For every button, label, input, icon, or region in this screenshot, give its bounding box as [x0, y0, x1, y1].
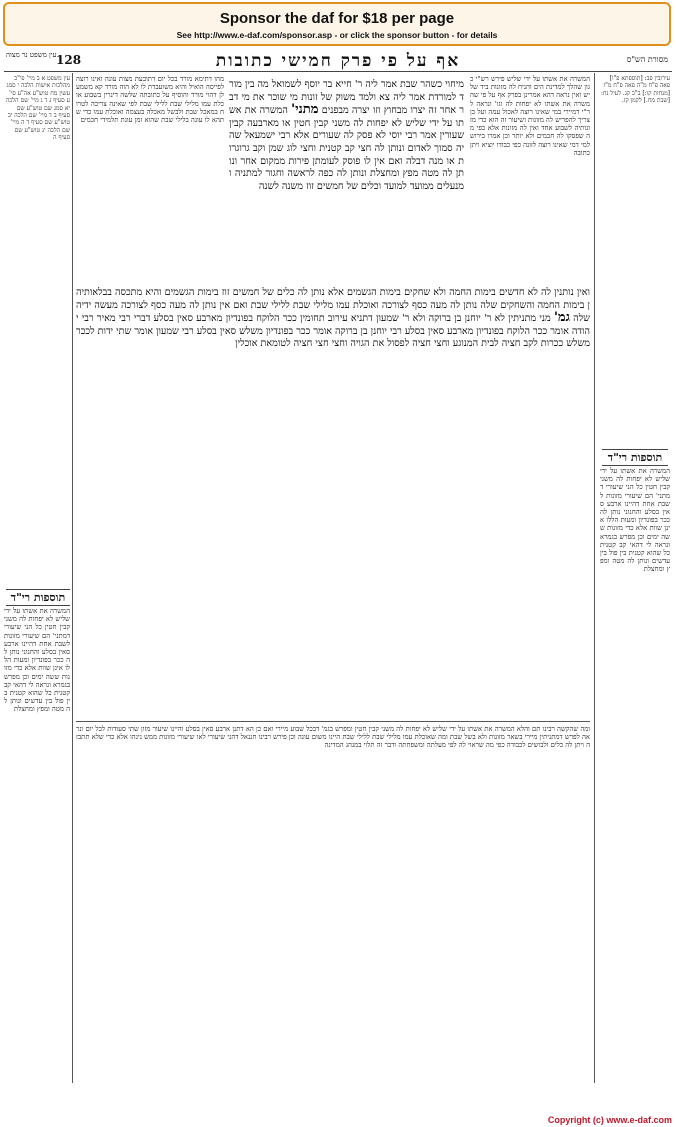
bottom-commentary-text: ומה שהקשה רבינו תם והלא המשרה את אשתו על ידי שליש לא יפחות לה משני קבין חטין ומפרש בגמ' דבכל שבוע מיירי ואם כן הא דתנן ארבע סאין בסלע והיינו שיעור מזון שתי סעודות לכל יום ונראה לפרש דמתניתין מיירי בשאר מזונות ולא בשל שבת ומה שאוכלת עמו מלילי שבת ללילי שבת היינו משום עונה וכן פירש רבינו חננאל דהני שיעורי לאו שיעורי מזונות ממש נינהו אלא כדי שלא תתבזה ויתן לה כלים ולבושים לכבודה כפי מה שראוי לה לפי מעלתה ומשפחתה ודבר זה תלוי במנהג המדינה: [76, 725, 590, 750]
ein-mishpat-heading: עין משפט נר מצוה: [6, 51, 57, 59]
page-title: אף על פי פרק חמישי כתובות: [215, 51, 461, 71]
rashi-column: [76, 75, 224, 290]
main-text-top: [229, 79, 464, 279]
tosafot-harid-column-left: [600, 467, 670, 1077]
page-header: [4, 49, 672, 72]
main-text-block3: ואין נותנין לה לא חדשים בימות החמה ולא שחקים בימות הגשמים אלא נותן לה כלים של חמשים זוז בימות הגשמים והיא מתכסה בבלאותיהן בימות החמה והשחקים שלה נותן לה מעה כסף לצורכה ואוכלת עמו מלילי שבת ללילי שבת ואם אין נותן לה מעה כסף לצורכה מעשה ידיה שלה: [76, 287, 590, 325]
ein-mishpat-column: [4, 75, 70, 585]
tosafot-harid-text-left: המשרה את אשתו על ידי שליש לא יפחות לה משני קבין חטין כל הני שיעורי דמתני' הם שיעורי מזונות לשבת אחת דהיינו ארבע סאין בסלע והחנוני נותן לה ככר בפונדיון ומעות הללו אינן שוות אלא כדי מזונות ששה ימים וכן מפרש בגמרא ונראה לי דהאי קב קטנית כל שהוא קטנית בין פול בין עדשים ונותן לה מטה ומפץ ומחצלת: [600, 467, 670, 574]
main-text-block1: מיחוי כשהר שבת אמר ליה ר' חייא בר יוסף לשמואל מה בין מורד למורדת אמר ליה צא ולמד משוק של זונות מי שוכר את מי דבר אחר זה יצרו מבחוץ וזו יצרה מבפנים: [229, 79, 464, 117]
rashi-text: מהו דתימא מורד בכל יום דתובעת מצות עונה ואינו רוצה לפייסה הואיל והיא משועבדת לו לא הוה מורד קא משמע לן דהוי מורד והוסיף על כתובתה שלשה דינרין בשבוע אוכלת עמו מלילי שבת ללילי שבת לפי שאינה צריכה לטרוח במאכל שבת ולבשל מאכלה בעצמה ואוכלת עמו כדי שתהא לו עונה בלילי שבת שהוא זמן עונת תלמידי חכמים: [76, 75, 224, 125]
talmud-page: [4, 49, 672, 1109]
mesoret-text: עירובין פב: [תוספתא פ"ו] פאה פ"ח מ"ה פאה פ"ח מ"ז [מנחות קו:] ב"ב קג. לעיל נח: [שבת מח.] לקמן קז.: [601, 75, 670, 105]
copyright-link[interactable]: Copyright (c) www.e-daf.com: [547, 1115, 672, 1125]
sponsor-banner[interactable]: [3, 2, 671, 46]
mishnah-label: מתני': [291, 102, 319, 118]
column-divider: [72, 73, 73, 1083]
page-number: 128: [56, 53, 82, 67]
sponsor-subtitle[interactable]: See http://www.e-daf.com/sponsor.asp - or click the sponsor button - for details: [176, 30, 498, 40]
section-divider: [76, 721, 590, 722]
column-divider: [594, 73, 595, 1083]
masechet-label: מסורת הש"ס: [626, 55, 668, 64]
tosafot-harid-text: המשרה את אשתו על ידי שליש לא יפחות לה משני קבין חטין כל הני שיעורי דמתני' הם שיעורי מזונות לשבת אחת דהיינו ארבע סאין בסלע והחנוני נותן לה ככר בפונדיון ומעות הללו אינן שוות אלא כדי מזונות ששה ימים וכן מפרש בגמרא ונראה לי דהאי קב קטנית כל שהוא קטנית בין פול בין עדשים ונותן לה מטה ומפץ ומחצלת: [4, 607, 70, 714]
tosafot-harid-column-right: [4, 607, 70, 1077]
tosafot-harid-heading-right: תוספות רי"ד: [6, 589, 70, 606]
tosafot-text: המשרה את אשתו על ידי שליש פירש רש"י כגון שהלך למדינת הים והניח לה מזונות ביד שליש ואין נראה דהא אמרינן בפרק אף על פי שהמשרה את אשתו לא יפחות לה וגו' ונראה לר"י דמיירי במי שאינו רוצה לאכול עמה ועל כן צריך להפריש לה מזונות ושיעור זה הוא כדי מזונותיה לשבוע אחד ואין לה מזונות אלא כפי מה שפסקו לה חכמים ולא יותר וכן אמרו בירושלמי דמי שאינו רוצה לזונה כפי כבודו יוציא ויתן כתובה: [470, 75, 590, 157]
tosafot-harid-heading-left: תוספות רי"ד: [602, 449, 668, 466]
main-text-block2: המשרה את אשתו על ידי שליש לא יפחות לה משני קבין חטין או מארבעה קבין שעורין אמר רבי יוסי לא פסק לה שעורים אלא רבי ישמעאל שהיה סמוך לאדום ונותן לה חצי קב קטנית וחצי לוג שמן וקב גרוגרות או מנה דבלה ואם אין לו פוסק לעומתן פירות ממקום אחר ונותן לה מטה מפץ ומחצלת ונותן לה כפה לראשה וחגור למתניה ומנעלים ממועד למועד וכלים של חמשים זוז משנה לשנה: [229, 105, 464, 192]
main-text-block4: מני מתניתין לא ר' יוחנן בן ברוקה ולא ר' שמעון דתניא עירוב תחומין ככר הלוקח בפונדיון מארבע סאין בסלע דברי רבי מאיר רבי יהודה אומר ככר הלוקח בפונדיון מארבע סאין בסלע רבי יוחנן בן ברוקה אומר ככר בפונדיון משלש סאין בסלע רבי שמעון אומר שתי ידות לככר משלש ככרות לקב חציה לבית המנוגע וחצי חציה לפסול את הגויה וחצי חצי חציה לטומאת אוכלין: [76, 313, 590, 350]
gemara-label: גמ': [553, 310, 570, 326]
main-text-wide: [76, 287, 590, 717]
sponsor-title[interactable]: Sponsor the daf for $18 per page: [219, 10, 455, 27]
tosafot-column: [470, 75, 590, 290]
ein-mishpat-text: עין משפט א ב מיי' פי"ב מהלכות אישות הלכה י סמג עשין מח טוש"ע אה"ע סי' ע סעיף ג ד ג מיי' שם הלכה יא סמג שם טוש"ע שם סעיף ב ד מיי' שם הלכה יב טוש"ע שם סעיף ד ה מיי' שם הלכה יג טוש"ע שם סעיף ה: [5, 75, 70, 142]
bottom-commentary: [76, 725, 590, 1075]
